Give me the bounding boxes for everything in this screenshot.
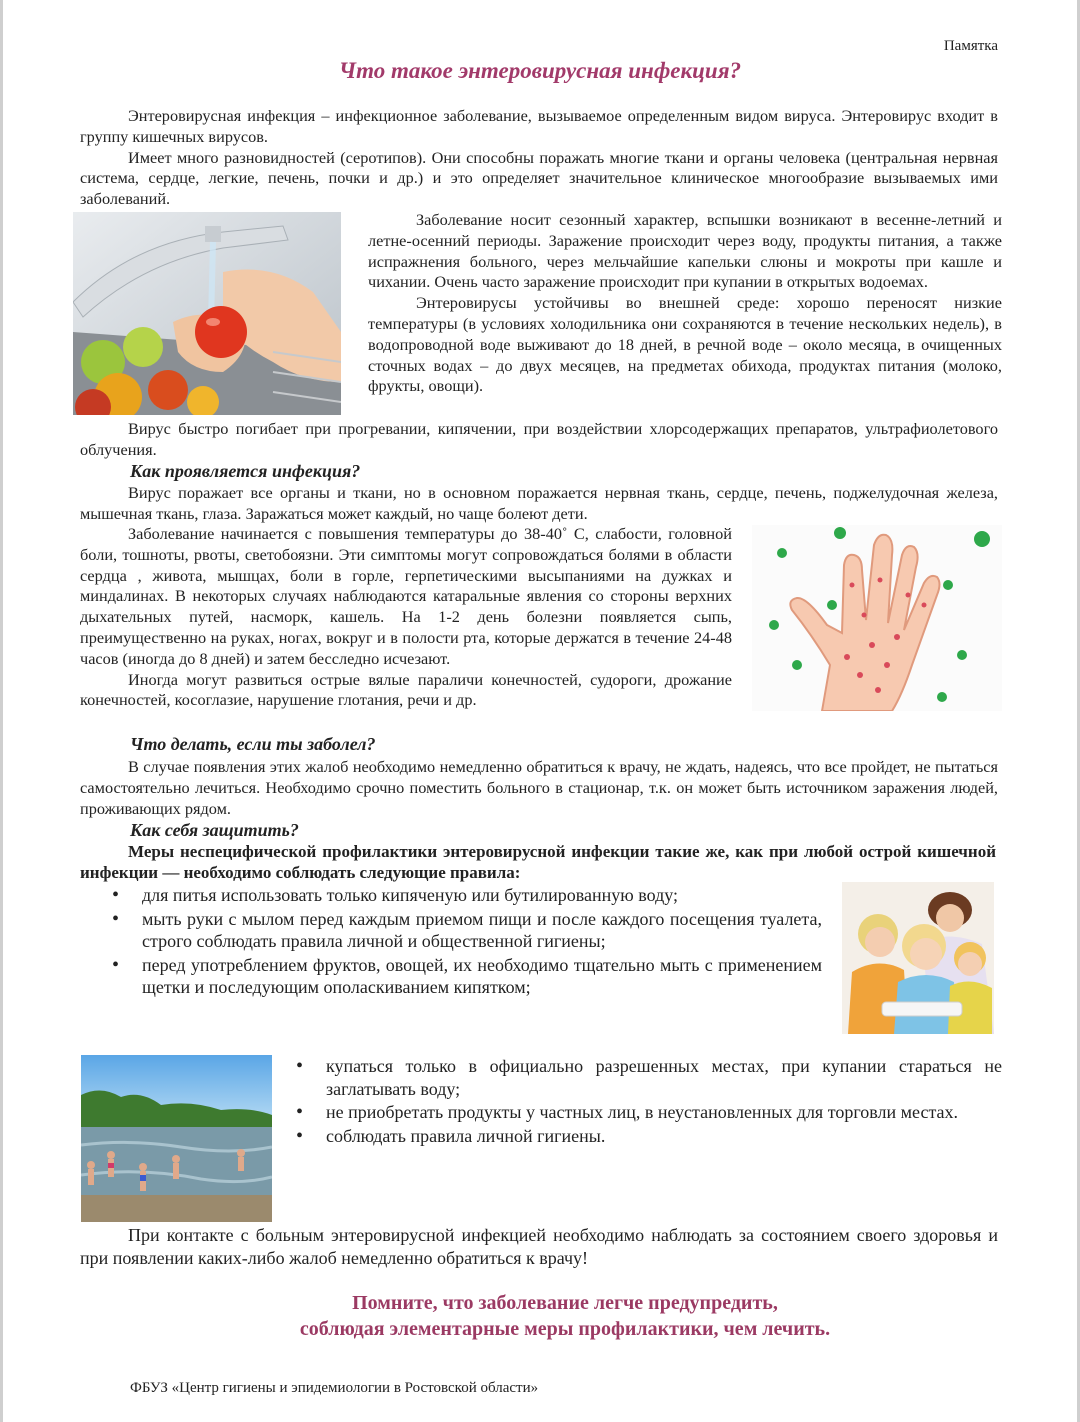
symptoms-paragraph-3: Иногда могут развиться острые вялые параличи конечностей, судороги, дрожание конечностей, косоглазие, нарушение глотания, речи и др. (80, 669, 732, 710)
symptoms-paragraph-2: Заболевание начинается с повышения температуры до 38-40˚ С, слабости, головной боли, тошноты, рвоты, светобоязни. Эти симптомы могут сопровождаться болями в области сердца , живота, мышцах, боли в горле, герпетическими высыпаниями на дужках и миндалинах. В некоторых случаях наблюдаются катаральные явления со стороны верхних дыхательных путей, насморк, кашель. На 1-2 день болезни появляется сыпь, преимущественно на руках, ногах, вокруг и в полости рта, которые держатся в течение 24-48 часов (иногда до 8 дней) и затем бесследно исчезают. (80, 524, 732, 668)
river-bathing-image (81, 1055, 272, 1222)
protection-lead: Меры неспецифической профилактики энтеровирусной инфекции такие же, как при любой острой кишечной инфекции — необходимо соблюдать следующие правила: (80, 842, 996, 882)
seasonal-paragraph: Заболевание носит сезонный характер, вспышки возникают в весенне-летний и летне-осенний периоды. Заражение происходит через воду, продукты питания, а также испражнения больного, через мельчайшие капельки слюны и мокроты при кашле и чихании. Очень часто заражение происходит при купании в открытых водоемах. (368, 210, 1002, 292)
seasonal-block (368, 210, 1002, 397)
list-item: • перед употреблением фруктов, овощей, их необходимо тщательно мыть с применением щетки и последующим ополаскиванием кипятком; (110, 954, 822, 999)
protection-list-b (294, 1055, 1002, 1148)
remember-line-1: Помните, что заболевание легче предупредить, (352, 1292, 778, 1314)
remember-line-2: соблюдая элементарные меры профилактики, чем лечить. (299, 1318, 831, 1340)
list-item: • не приобретать продукты у частных лиц, в неустановленных для торговли местах. (294, 1101, 1002, 1124)
remember-note (0, 1290, 1080, 1342)
washing-fruit-image (73, 212, 341, 415)
list-item: • для питья использовать только кипяченую или бутилированную воду; (110, 884, 822, 907)
heading-symptoms: Как проявляется инфекция? (130, 461, 361, 481)
symptoms-block-2 (80, 524, 732, 711)
resistance-paragraph: Энтеровирусы устойчивы во внешней среде: хорошо переносят низкие температуры (в условиях холодильника они сохраняются в течение нескольких недель), в водопроводной воде выживают до 18 дней, в речной воде – около месяца, в очищенных сточных водах – до двух месяцев, на предметах обихода, продуктах питания (молоко, фрукты, овощи). (368, 293, 1002, 396)
contact-block (80, 1224, 998, 1270)
action-paragraph: В случае появления этих жалоб необходимо немедленно обратиться к врачу, не ждать, надеясь, что все пройдет, не пытаться самостоятельно лечиться. Необходимо срочно поместить больного в стационар, т.к. он может быть источником заражения людей, проживающих рядом. (80, 757, 998, 818)
symptoms-block-1 (80, 483, 998, 525)
protection-list-a (110, 884, 822, 1000)
page-border-left (0, 0, 3, 1422)
protection-lead-block (80, 842, 996, 884)
intro-paragraph-2: Имеет много разновидностей (серотипов). Они способны поражать многие ткани и органы человека (центральная нервная система, сердце, легкие, печень, почки и др.) и это определяет значительное клиническое многообразие вызываемых ими заболеваний. (80, 147, 998, 209)
footer-organization: ФБУЗ «Центр гигиены и эпидемиологии в Ростовской области» (130, 1380, 539, 1396)
kill-paragraph: Вирус быстро погибает при прогревании, кипячении, при воздействии хлорсодержащих препаратов, ультрафиолетового облучения. (80, 419, 998, 459)
hand-rash-image (752, 525, 1002, 711)
document-label: Памятка (943, 38, 998, 54)
page-title: Что такое энтеровирусная инфекция? (338, 58, 742, 83)
intro-block (80, 106, 998, 210)
list-item: • купаться только в официально разрешенных местах, при купании стараться не заглатывать воду; (294, 1055, 1002, 1100)
intro-paragraph-1: Энтеровирусная инфекция – инфекционное заболевание, вызываемое определенным видом вируса. Энтеровирус входит в группу кишечных вирусов. (80, 106, 998, 146)
list-item: • мыть руки с мылом перед каждым приемом пищи и после каждого посещения туалета, строго соблюдать правила личной и общественной гигиены; (110, 908, 822, 953)
list-item: • соблюдать правила личной гигиены. (294, 1125, 1002, 1148)
heading-protection: Как себя защитить? (130, 820, 299, 840)
kill-block (80, 419, 998, 461)
symptoms-paragraph-1: Вирус поражает все органы и ткани, но в основном поражается нервная ткань, сердце, печень, поджелудочная железа, мышечная ткань, глаза. Заражаться может каждый, но чаще болеют дети. (80, 483, 998, 523)
heading-action: Что делать, если ты заболел? (130, 734, 376, 754)
action-block (80, 757, 998, 819)
contact-paragraph: При контакте с больным энтеровирусной инфекцией необходимо наблюдать за состоянием своего здоровья и при появлении каких-либо жалоб немедленно обратиться к врачу! (80, 1225, 998, 1268)
children-handwashing-image (842, 882, 994, 1034)
